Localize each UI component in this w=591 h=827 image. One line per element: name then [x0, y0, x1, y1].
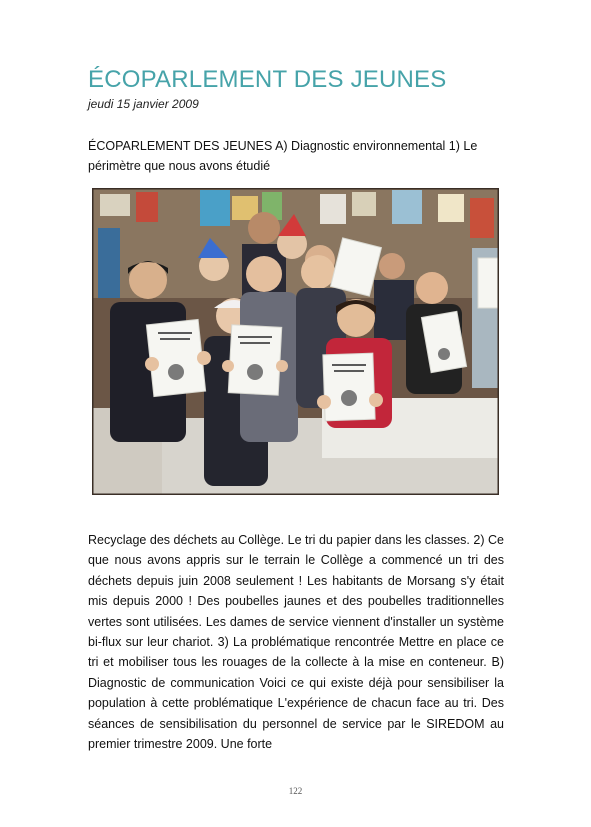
post-title: ÉCOPARLEMENT DES JEUNES [88, 66, 447, 93]
class-photo [92, 188, 499, 495]
post-date: jeudi 15 janvier 2009 [88, 97, 199, 111]
page-number: 122 [288, 786, 303, 796]
post-intro: ÉCOPARLEMENT DES JEUNES A) Diagnostic environnemental 1) Le périmètre que nous avons étudié [88, 139, 478, 173]
post-body: Recyclage des déchets au Collège. Le tri du papier dans les classes. 2) Ce que nous avons appris sur le terrain le Collège a commencé un tri des déchets depuis juin 2008 seulement ! Les habitants de Morsang s'y était mis depuis 2000 ! Des poubelles jaunes et des poubelles traditionnelles vertes sont utilisées. Les dames de service viennent d'installer un système bi-flux sur leur chariot. 3) La problématique rencontrée Mettre en place ce tri et mobiliser tous les rouages de la collecte à la mise en conteneur. B) Diagnostic de communication Voici ce qui existe déjà pour sensibiliser la population à cette problématique L'expérience de chacun face au tri. Des séances de sensibilisation du personnel de service par le SIREDOM au premier trimestre 2009. Une forte [88, 533, 504, 752]
